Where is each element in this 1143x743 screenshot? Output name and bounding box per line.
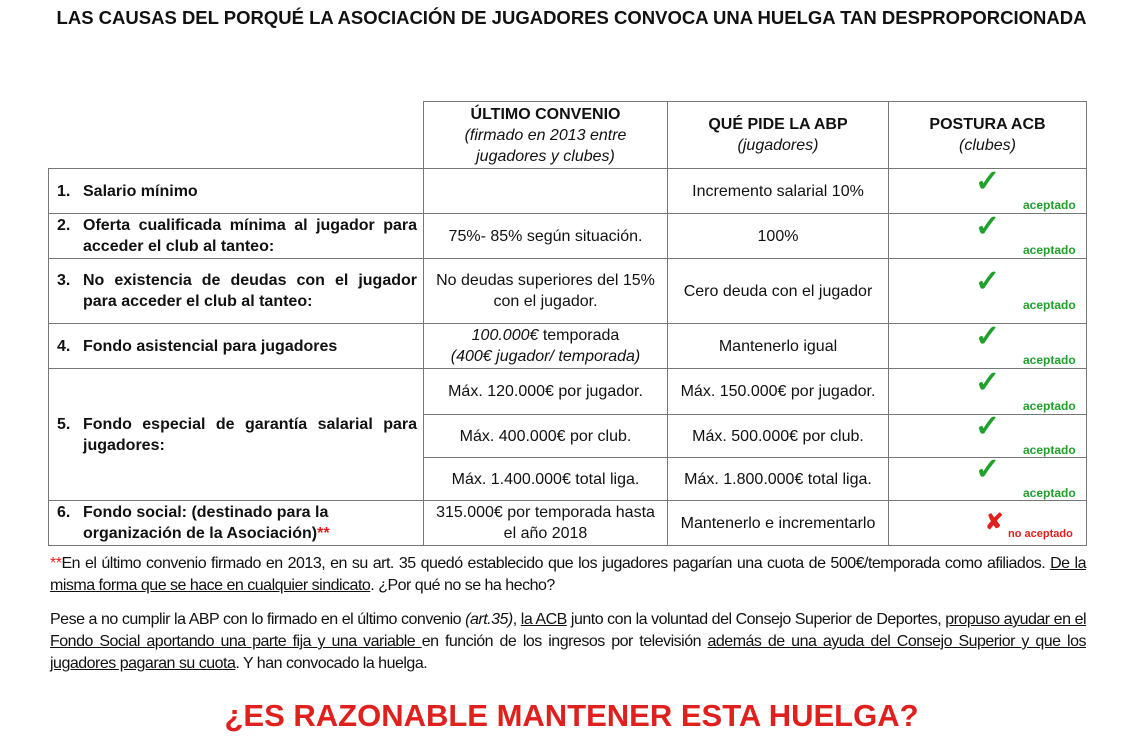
para-text: . Y han convocado la huelga. bbox=[235, 655, 428, 672]
header-title: ÚLTIMO CONVENIO bbox=[470, 105, 621, 123]
abp-cell: Cero deuda con el jugador bbox=[668, 259, 889, 324]
table-row bbox=[49, 324, 1087, 369]
row-number: 5. bbox=[57, 415, 71, 433]
row-label: Fondo asistencial para jugadores bbox=[83, 337, 338, 355]
header-row bbox=[49, 102, 1087, 169]
row-label: No existencia de deudas con el jugador para acceder el club al tanteo: bbox=[83, 272, 417, 310]
page-title: LAS CAUSAS DEL PORQUÉ LA ASOCIACIÓN DE JUGADORES CONVOCA UNA HUELGA TAN DESPROPORCIONADA bbox=[56, 7, 1087, 28]
convenio-cell: 315.000€ por temporada hasta el año 2018 bbox=[424, 501, 668, 546]
para-text: , bbox=[512, 611, 521, 628]
convenio-amount: 100.000€ bbox=[471, 327, 539, 344]
convenio-cell: No deudas superiores del 15% con el jugador. bbox=[424, 259, 668, 324]
header-title: QUÉ PIDE LA ABP bbox=[708, 116, 848, 133]
explanation-paragraph bbox=[50, 609, 1086, 675]
table-row bbox=[49, 259, 1087, 324]
convenio-cell bbox=[424, 324, 668, 369]
header-title: POSTURA ACB bbox=[929, 116, 1046, 133]
abp-cell: Máx. 150.000€ por jugador. bbox=[668, 369, 889, 415]
check-icon: ✓ bbox=[975, 453, 1001, 486]
footnote-text: En el último convenio firmado en 2013, en su art. 35 quedó establecido que los jugadores pagarían una cuota de 500€/temporada como afiliados. bbox=[61, 555, 1051, 572]
row-label: Fondo especial de garantía salarial para jugadores: bbox=[83, 415, 417, 454]
table-row bbox=[49, 501, 1087, 546]
abp-cell: Mantenerlo igual bbox=[668, 324, 889, 369]
check-icon: ✓ bbox=[975, 320, 1001, 353]
para-text: Pese a no cumplir la ABP con lo firmado en el último convenio bbox=[50, 611, 466, 628]
footnote-text: . ¿Por qué no se ha hecho? bbox=[370, 577, 555, 594]
check-icon: ✓ bbox=[975, 210, 1001, 243]
row-number: 3. bbox=[57, 272, 71, 289]
abp-cell: Mantenerlo e incrementarlo bbox=[668, 501, 889, 546]
comparison-table bbox=[48, 101, 1087, 546]
row-number: 6. bbox=[57, 504, 71, 521]
acb-status: no aceptado bbox=[1008, 528, 1073, 540]
convenio-cell: 75%- 85% según situación. bbox=[424, 214, 668, 259]
check-icon: ✓ bbox=[975, 265, 1001, 298]
acb-status: aceptado bbox=[1023, 298, 1076, 312]
header-abp bbox=[668, 102, 889, 169]
header-acb bbox=[889, 102, 1087, 169]
footnote-mark: ** bbox=[50, 555, 62, 572]
row-number: 4. bbox=[57, 337, 71, 355]
acb-status: aceptado bbox=[1023, 398, 1076, 413]
table-row bbox=[49, 369, 1087, 415]
acb-status: aceptado bbox=[1023, 198, 1076, 212]
acb-status: aceptado bbox=[1023, 353, 1076, 367]
convenio-text: temporada bbox=[538, 327, 620, 344]
para-text: en función de los ingresos por televisión bbox=[421, 633, 708, 650]
row-label: Fondo social: (destinado para la organización de la Asociación) bbox=[83, 504, 329, 542]
header-convenio bbox=[424, 102, 668, 169]
abp-cell: 100% bbox=[668, 214, 889, 259]
footnote bbox=[50, 553, 1086, 597]
convenio-detail: (400€ jugador/ temporada) bbox=[450, 348, 641, 365]
abp-cell: Máx. 1.800.000€ total liga. bbox=[668, 458, 889, 501]
acb-status: aceptado bbox=[1023, 243, 1076, 257]
acb-status: aceptado bbox=[1023, 486, 1076, 500]
para-underlined: además de una ayuda del Consejo Superior y que los jugadores pagaran su cuota bbox=[50, 633, 1087, 672]
abp-cell: Máx. 500.000€ por club. bbox=[668, 415, 889, 458]
acb-status: aceptado bbox=[1023, 443, 1076, 457]
header-sub: (clubes) bbox=[959, 137, 1016, 154]
header-sub: (firmado en 2013 entre jugadores y clubes) bbox=[464, 126, 627, 165]
row-label: Oferta cualificada mínima al jugador para acceder el club al tanteo: bbox=[83, 217, 417, 255]
convenio-cell: Máx. 400.000€ por club. bbox=[424, 415, 668, 458]
table-row bbox=[49, 214, 1087, 259]
header-sub: (jugadores) bbox=[737, 137, 819, 154]
table-row bbox=[49, 169, 1087, 214]
closing-question: ¿ES RAZONABLE MANTENER ESTA HUELGA? bbox=[224, 698, 919, 733]
convenio-cell bbox=[424, 169, 668, 214]
abp-cell: Incremento salarial 10% bbox=[668, 169, 889, 214]
para-underlined: la ACB bbox=[520, 611, 567, 628]
para-text: junto con la voluntad del Consejo Superior de Deportes, bbox=[566, 611, 946, 628]
footnote-underlined: De la misma forma que se hace en cualquier sindicato bbox=[50, 555, 1086, 594]
para-underlined: propuso ayudar en el Fondo Social aportando una parte fija y una variable bbox=[50, 611, 1087, 650]
para-italic: (art.35) bbox=[465, 611, 513, 628]
check-icon: ✓ bbox=[975, 165, 1001, 198]
convenio-cell: Máx. 120.000€ por jugador. bbox=[424, 369, 668, 415]
footnote-mark: ** bbox=[317, 525, 330, 542]
check-icon: ✓ bbox=[975, 365, 1001, 399]
row-number: 1. bbox=[57, 182, 71, 200]
row-number: 2. bbox=[57, 217, 71, 234]
convenio-cell: Máx. 1.400.000€ total liga. bbox=[424, 458, 668, 501]
row-label: Salario mínimo bbox=[83, 182, 198, 200]
check-icon: ✓ bbox=[975, 410, 1001, 443]
cross-icon: ✘ bbox=[985, 509, 1004, 534]
